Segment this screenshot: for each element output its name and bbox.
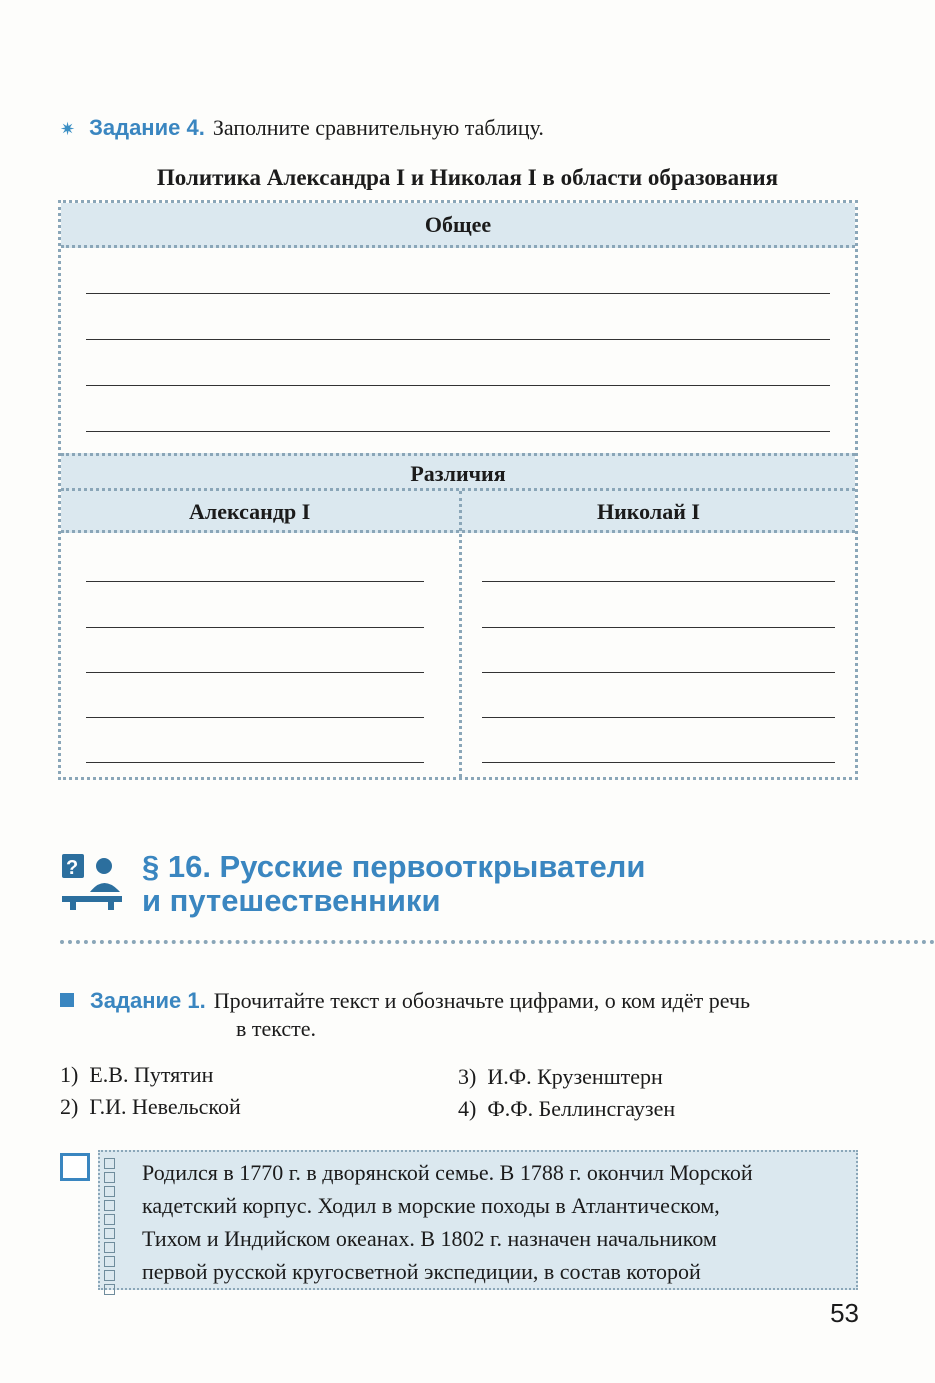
common-answer-line-1[interactable] bbox=[86, 293, 830, 294]
square-bullet-icon bbox=[60, 993, 74, 1007]
table-title: Политика Александра I и Николая I в области образования bbox=[156, 165, 779, 190]
task4-instruction: Заполните сравнительную таблицу. bbox=[212, 115, 544, 140]
option-4-number: 4) bbox=[458, 1096, 477, 1121]
option-4 bbox=[458, 1096, 675, 1122]
decorative-squares bbox=[104, 1158, 118, 1298]
reading-text-line-1: Родился в 1770 г. в дворянской семье. В 1788 г. окончил Морской bbox=[142, 1160, 753, 1185]
alexander-answer-line-2[interactable] bbox=[86, 627, 424, 628]
comparison-table bbox=[58, 200, 858, 780]
svg-text:?: ? bbox=[66, 857, 79, 879]
common-answer-line-2[interactable] bbox=[86, 339, 830, 340]
task4-heading bbox=[60, 115, 544, 141]
option-2-number: 2) bbox=[60, 1094, 79, 1119]
task1-label: Задание 1. bbox=[90, 988, 206, 1013]
option-4-name: Ф.Ф. Беллинсгаузен bbox=[487, 1096, 676, 1121]
nicholas-answer-line-1[interactable] bbox=[482, 581, 835, 582]
column-divider bbox=[459, 491, 462, 777]
option-2-name: Г.И. Невельской bbox=[89, 1094, 241, 1119]
section-title-line-2: и путешественники bbox=[142, 883, 441, 918]
option-1-number: 1) bbox=[60, 1062, 79, 1087]
section-icon bbox=[60, 852, 124, 912]
common-answer-line-3[interactable] bbox=[86, 385, 830, 386]
names-header-row bbox=[61, 491, 855, 533]
option-3 bbox=[458, 1064, 663, 1090]
task1-heading bbox=[60, 985, 750, 1016]
alexander-answer-line-5[interactable] bbox=[86, 762, 424, 763]
option-2 bbox=[60, 1094, 241, 1120]
nicholas-answer-line-2[interactable] bbox=[482, 627, 835, 628]
common-header: Общее bbox=[61, 203, 855, 248]
star-icon: ✷ bbox=[60, 119, 76, 140]
alexander-answer-line-4[interactable] bbox=[86, 717, 424, 718]
answer-checkbox[interactable] bbox=[60, 1153, 90, 1181]
common-answer-line-4[interactable] bbox=[86, 431, 830, 432]
alexander-column-header: Александр I bbox=[189, 499, 311, 524]
reading-text-line-2: кадетский корпус. Ходил в морские походы в Атлантическом, bbox=[142, 1193, 720, 1218]
alexander-answer-line-3[interactable] bbox=[86, 672, 424, 673]
reading-text-line-4: первой русской кругосветной экспедиции, в состав которой bbox=[142, 1259, 701, 1284]
option-1-name: Е.В. Путятин bbox=[89, 1062, 214, 1087]
nicholas-column-header: Николай I bbox=[597, 499, 700, 524]
reading-text-box bbox=[98, 1150, 858, 1290]
nicholas-answer-line-4[interactable] bbox=[482, 717, 835, 718]
alexander-answer-line-1[interactable] bbox=[86, 581, 424, 582]
nicholas-answer-line-5[interactable] bbox=[482, 762, 835, 763]
option-3-name: И.Ф. Крузенштерн bbox=[487, 1064, 663, 1089]
reading-text bbox=[142, 1156, 840, 1288]
differences-header: Различия bbox=[61, 453, 855, 491]
section-title-line-1: § 16. Русские первооткрыватели bbox=[142, 849, 646, 884]
section-title bbox=[142, 850, 645, 918]
task4-label: Задание 4. bbox=[89, 115, 205, 140]
reading-text-line-3: Тихом и Индийском океанах. В 1802 г. назначен начальником bbox=[142, 1226, 717, 1251]
nicholas-answer-line-3[interactable] bbox=[482, 672, 835, 673]
section-divider bbox=[60, 940, 935, 944]
option-1 bbox=[60, 1062, 213, 1088]
task1-instruction-line-1: Прочитайте текст и обозначьте цифрами, о ком идёт речь bbox=[213, 988, 751, 1013]
page-number: 53 bbox=[830, 1298, 859, 1328]
option-3-number: 3) bbox=[458, 1064, 477, 1089]
task1-instruction-line-2: в тексте. bbox=[236, 1016, 317, 1041]
